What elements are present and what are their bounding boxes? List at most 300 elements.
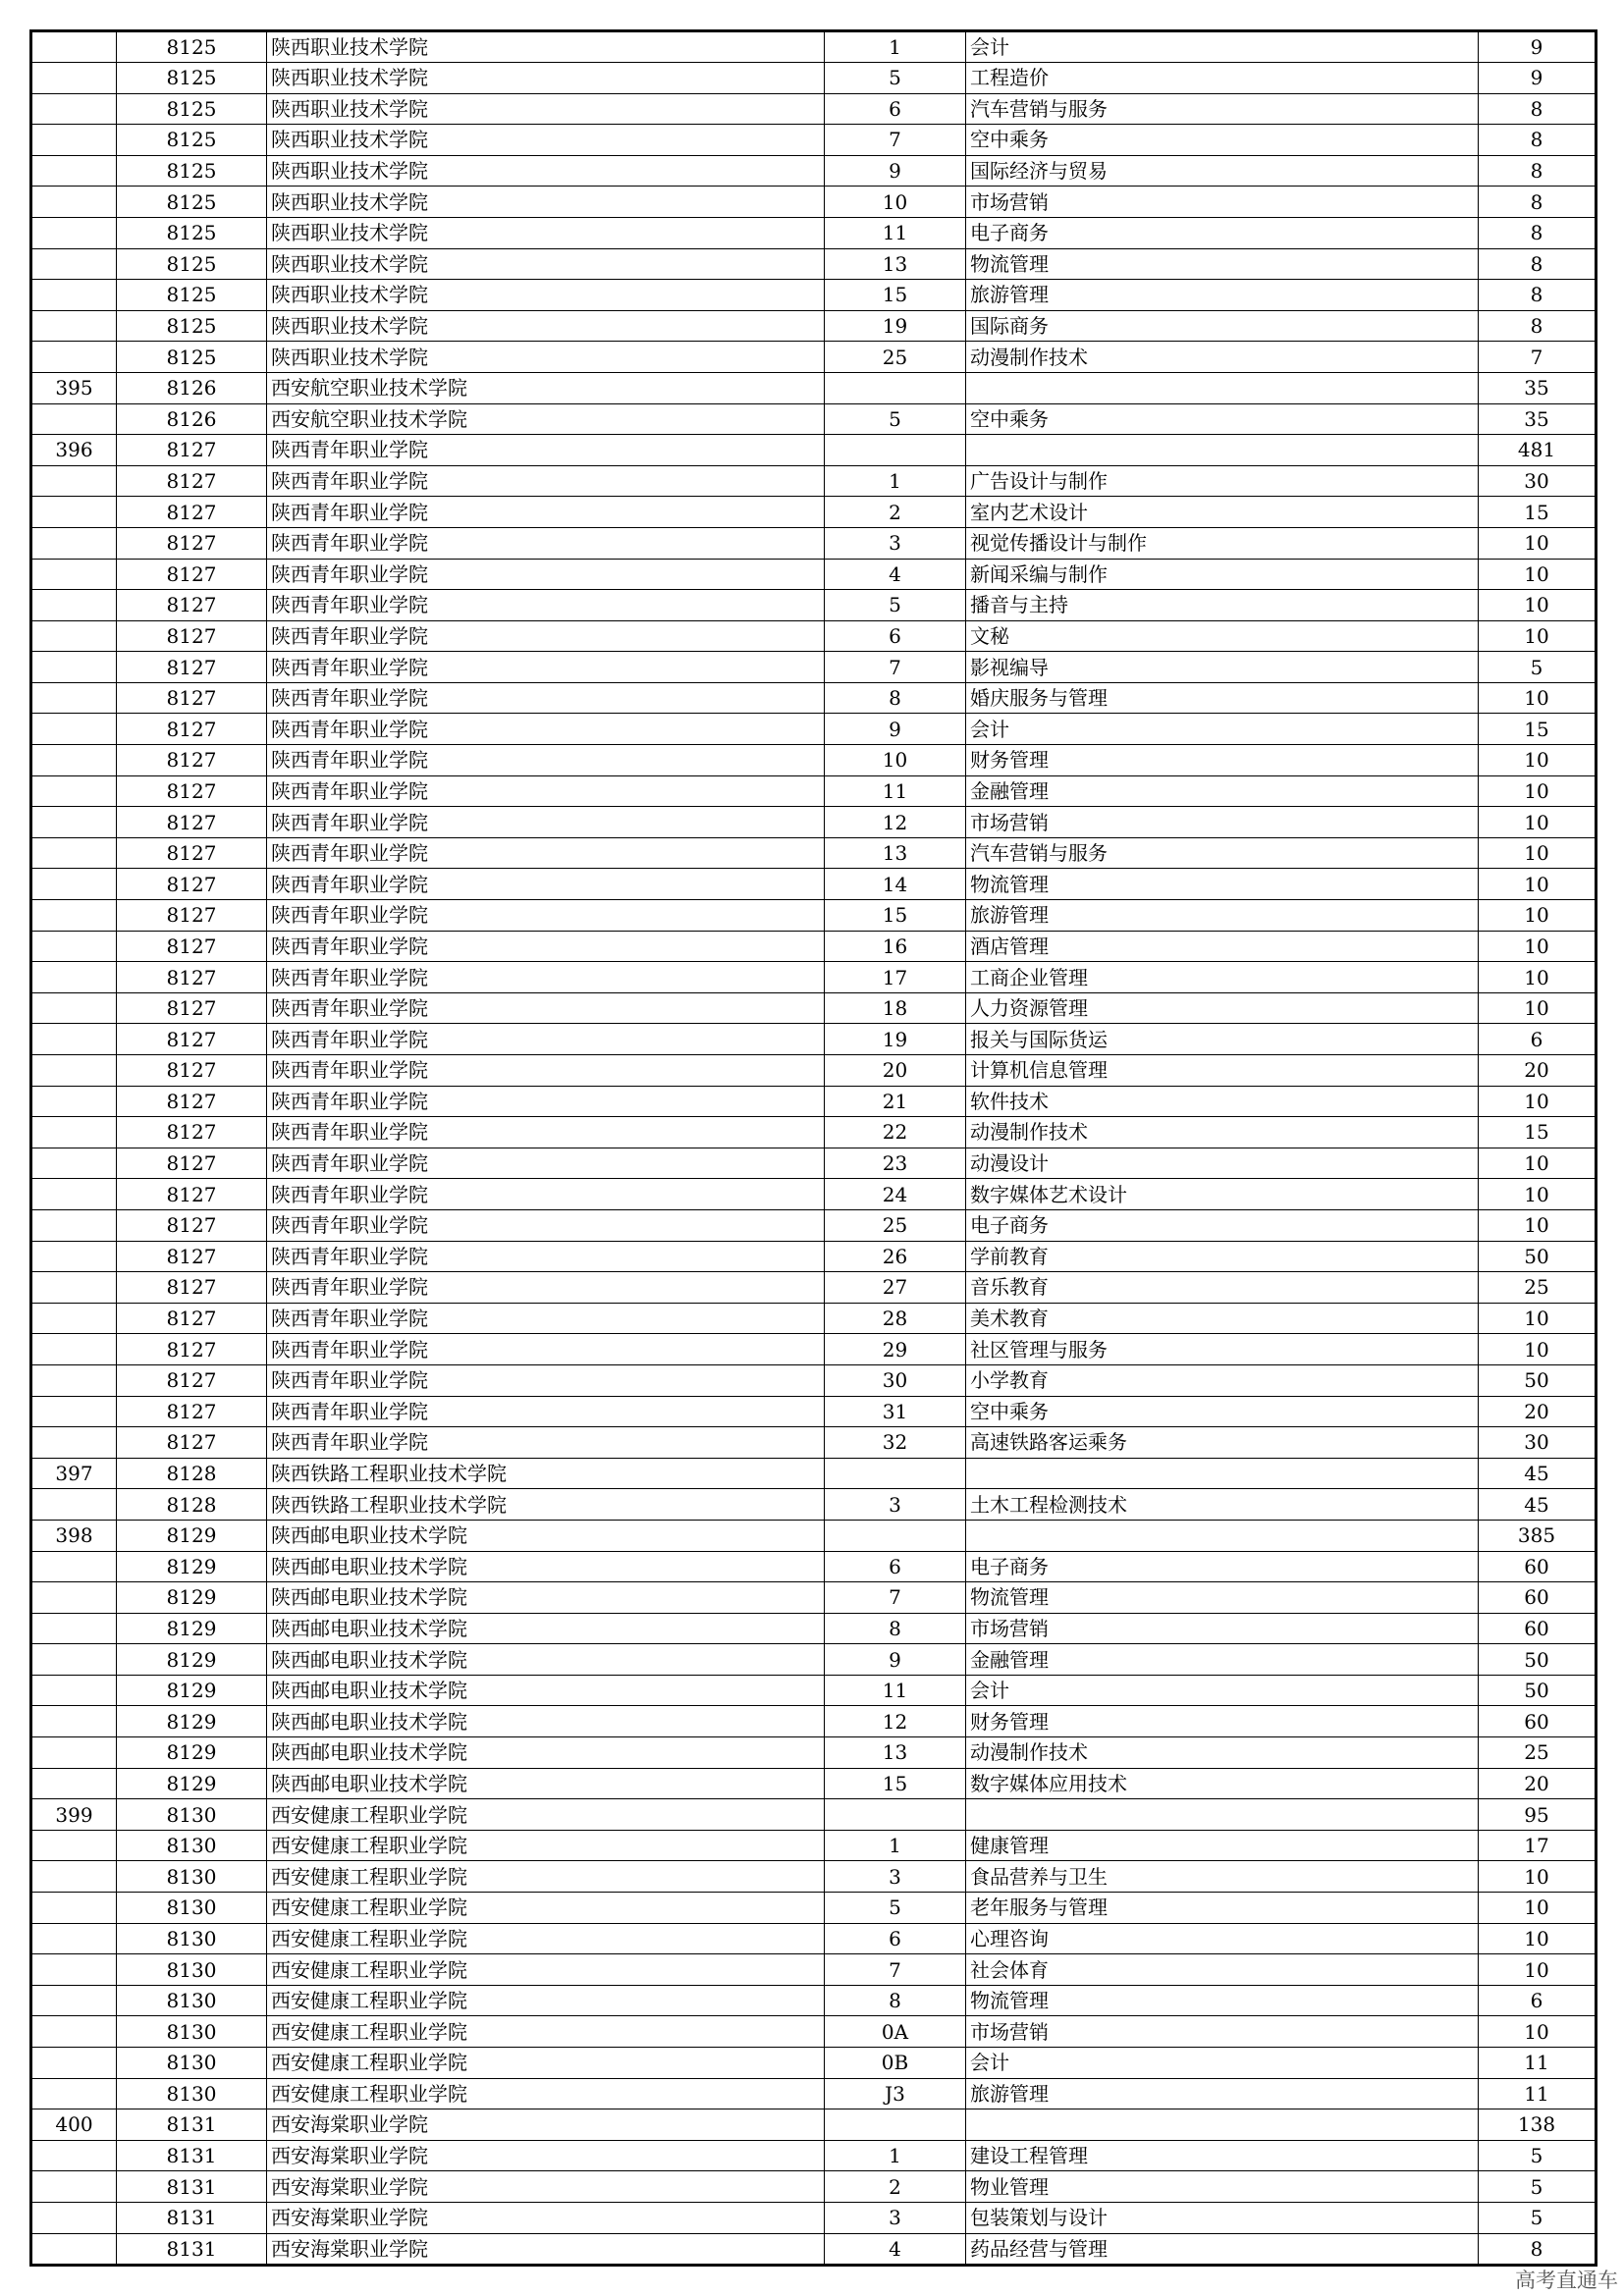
major-code-cell: 7 bbox=[825, 652, 966, 683]
sequence-number-cell bbox=[31, 931, 117, 962]
sequence-number-cell bbox=[31, 992, 117, 1024]
sequence-number-cell bbox=[31, 590, 117, 621]
major-code-cell: 27 bbox=[825, 1272, 966, 1304]
major-name-cell: 药品经营与管理 bbox=[966, 2233, 1479, 2265]
major-code-cell: 29 bbox=[825, 1334, 966, 1365]
sequence-number-cell bbox=[31, 1923, 117, 1954]
table-row bbox=[31, 837, 1597, 869]
major-name-cell: 空中乘务 bbox=[966, 125, 1479, 156]
sequence-number-cell bbox=[31, 807, 117, 838]
plan-count-cell: 10 bbox=[1479, 527, 1597, 559]
major-code-cell: 5 bbox=[825, 590, 966, 621]
major-name-cell: 金融管理 bbox=[966, 775, 1479, 807]
major-name-cell: 汽车营销与服务 bbox=[966, 837, 1479, 869]
table-row bbox=[31, 962, 1597, 993]
major-name-cell: 空中乘务 bbox=[966, 1396, 1479, 1427]
table-row bbox=[31, 1241, 1597, 1272]
major-name-cell: 市场营销 bbox=[966, 187, 1479, 218]
school-code-cell: 8127 bbox=[117, 775, 267, 807]
major-name-cell: 动漫设计 bbox=[966, 1148, 1479, 1179]
school-code-cell: 8127 bbox=[117, 1303, 267, 1334]
sequence-number-cell bbox=[31, 1427, 117, 1459]
school-code-cell: 8127 bbox=[117, 1024, 267, 1055]
school-name-cell: 陕西青年职业学院 bbox=[267, 620, 825, 652]
plan-count-cell: 8 bbox=[1479, 217, 1597, 248]
major-code-cell: 15 bbox=[825, 280, 966, 311]
table-row bbox=[31, 1706, 1597, 1737]
school-name-cell: 陕西青年职业学院 bbox=[267, 1303, 825, 1334]
table-row bbox=[31, 187, 1597, 218]
sequence-number-cell bbox=[31, 869, 117, 900]
school-name-cell: 陕西邮电职业技术学院 bbox=[267, 1675, 825, 1706]
school-code-cell: 8131 bbox=[117, 2109, 267, 2141]
major-name-cell: 视觉传播设计与制作 bbox=[966, 527, 1479, 559]
major-code-cell: 24 bbox=[825, 1179, 966, 1210]
table-row bbox=[31, 342, 1597, 373]
school-code-cell: 8127 bbox=[117, 652, 267, 683]
school-code-cell: 8127 bbox=[117, 527, 267, 559]
plan-count-cell: 15 bbox=[1479, 714, 1597, 745]
enrollment-plan-table bbox=[29, 29, 1597, 2267]
school-name-cell: 陕西青年职业学院 bbox=[267, 900, 825, 932]
school-name-cell: 陕西青年职业学院 bbox=[267, 1179, 825, 1210]
table-row bbox=[31, 1985, 1597, 2016]
major-code-cell: 28 bbox=[825, 1303, 966, 1334]
school-name-cell: 陕西青年职业学院 bbox=[267, 527, 825, 559]
major-name-cell: 国际商务 bbox=[966, 310, 1479, 342]
table-row bbox=[31, 31, 1597, 63]
school-name-cell: 陕西邮电职业技术学院 bbox=[267, 1613, 825, 1644]
major-code-cell: 19 bbox=[825, 310, 966, 342]
plan-count-cell: 45 bbox=[1479, 1458, 1597, 1489]
school-code-cell: 8127 bbox=[117, 1396, 267, 1427]
school-name-cell: 西安海棠职业学院 bbox=[267, 2233, 825, 2265]
table-row bbox=[31, 1055, 1597, 1087]
major-name-cell: 会计 bbox=[966, 2048, 1479, 2079]
table-row bbox=[31, 1272, 1597, 1304]
sequence-number-cell: 396 bbox=[31, 435, 117, 466]
school-name-cell: 陕西职业技术学院 bbox=[267, 63, 825, 94]
major-code-cell: 22 bbox=[825, 1117, 966, 1148]
major-code-cell: 31 bbox=[825, 1396, 966, 1427]
major-name-cell: 旅游管理 bbox=[966, 2078, 1479, 2109]
plan-count-cell: 5 bbox=[1479, 2202, 1597, 2233]
school-name-cell: 陕西青年职业学院 bbox=[267, 682, 825, 714]
school-code-cell: 8128 bbox=[117, 1489, 267, 1521]
school-code-cell: 8129 bbox=[117, 1582, 267, 1614]
school-code-cell: 8126 bbox=[117, 403, 267, 435]
school-code-cell: 8130 bbox=[117, 2016, 267, 2048]
major-name-cell: 动漫制作技术 bbox=[966, 342, 1479, 373]
school-name-cell: 陕西职业技术学院 bbox=[267, 217, 825, 248]
major-name-cell: 工程造价 bbox=[966, 63, 1479, 94]
sequence-number-cell bbox=[31, 93, 117, 125]
table-row bbox=[31, 652, 1597, 683]
table-row bbox=[31, 2109, 1597, 2141]
sequence-number-cell bbox=[31, 559, 117, 590]
plan-count-cell: 10 bbox=[1479, 590, 1597, 621]
major-name-cell: 会计 bbox=[966, 31, 1479, 63]
school-name-cell: 陕西青年职业学院 bbox=[267, 652, 825, 683]
major-code-cell: 8 bbox=[825, 1613, 966, 1644]
school-name-cell: 西安海棠职业学院 bbox=[267, 2140, 825, 2171]
plan-count-cell: 10 bbox=[1479, 837, 1597, 869]
major-name-cell: 软件技术 bbox=[966, 1086, 1479, 1117]
school-code-cell: 8127 bbox=[117, 1209, 267, 1241]
table-row bbox=[31, 465, 1597, 497]
plan-count-cell: 5 bbox=[1479, 652, 1597, 683]
school-code-cell: 8127 bbox=[117, 435, 267, 466]
major-name-cell: 物流管理 bbox=[966, 869, 1479, 900]
table-row bbox=[31, 1148, 1597, 1179]
school-name-cell: 陕西青年职业学院 bbox=[267, 992, 825, 1024]
major-code-cell: 11 bbox=[825, 775, 966, 807]
school-name-cell: 陕西职业技术学院 bbox=[267, 31, 825, 63]
major-code-cell: 9 bbox=[825, 155, 966, 187]
school-name-cell: 陕西青年职业学院 bbox=[267, 1364, 825, 1396]
plan-count-cell: 8 bbox=[1479, 2233, 1597, 2265]
major-code-cell: 15 bbox=[825, 900, 966, 932]
major-name-cell: 电子商务 bbox=[966, 217, 1479, 248]
major-name-cell: 音乐教育 bbox=[966, 1272, 1479, 1304]
major-name-cell: 数字媒体艺术设计 bbox=[966, 1179, 1479, 1210]
plan-count-cell: 8 bbox=[1479, 125, 1597, 156]
plan-count-cell: 10 bbox=[1479, 992, 1597, 1024]
sequence-number-cell bbox=[31, 1024, 117, 1055]
school-name-cell: 陕西邮电职业技术学院 bbox=[267, 1706, 825, 1737]
school-name-cell: 陕西青年职业学院 bbox=[267, 807, 825, 838]
school-code-cell: 8129 bbox=[117, 1737, 267, 1769]
major-code-cell: 6 bbox=[825, 93, 966, 125]
table-row bbox=[31, 1644, 1597, 1676]
sequence-number-cell bbox=[31, 1954, 117, 1986]
school-code-cell: 8125 bbox=[117, 342, 267, 373]
sequence-number-cell bbox=[31, 217, 117, 248]
sequence-number-cell bbox=[31, 1737, 117, 1769]
plan-count-cell: 10 bbox=[1479, 1893, 1597, 1924]
major-code-cell: 2 bbox=[825, 497, 966, 528]
plan-count-cell: 11 bbox=[1479, 2078, 1597, 2109]
major-code-cell: 21 bbox=[825, 1086, 966, 1117]
major-name-cell: 食品营养与卫生 bbox=[966, 1861, 1479, 1893]
table-row bbox=[31, 2171, 1597, 2203]
major-name-cell: 社会体育 bbox=[966, 1954, 1479, 1986]
school-code-cell: 8130 bbox=[117, 2048, 267, 2079]
plan-count-cell: 10 bbox=[1479, 869, 1597, 900]
school-code-cell: 8127 bbox=[117, 1241, 267, 1272]
school-code-cell: 8125 bbox=[117, 125, 267, 156]
school-name-cell: 西安健康工程职业学院 bbox=[267, 1830, 825, 1861]
plan-count-cell: 6 bbox=[1479, 1024, 1597, 1055]
school-name-cell: 陕西青年职业学院 bbox=[267, 1086, 825, 1117]
school-code-cell: 8127 bbox=[117, 900, 267, 932]
table-row bbox=[31, 714, 1597, 745]
major-name-cell: 影视编导 bbox=[966, 652, 1479, 683]
plan-count-cell: 10 bbox=[1479, 620, 1597, 652]
major-code-cell: 6 bbox=[825, 1551, 966, 1582]
sequence-number-cell bbox=[31, 248, 117, 280]
major-code-cell: 8 bbox=[825, 1985, 966, 2016]
major-name-cell: 财务管理 bbox=[966, 1706, 1479, 1737]
sequence-number-cell bbox=[31, 1985, 117, 2016]
table-row bbox=[31, 1489, 1597, 1521]
major-code-cell: 6 bbox=[825, 1923, 966, 1954]
table-row bbox=[31, 2233, 1597, 2265]
major-name-cell: 酒店管理 bbox=[966, 931, 1479, 962]
school-code-cell: 8130 bbox=[117, 2078, 267, 2109]
school-name-cell: 西安健康工程职业学院 bbox=[267, 1923, 825, 1954]
major-code-cell: J3 bbox=[825, 2078, 966, 2109]
school-name-cell: 陕西青年职业学院 bbox=[267, 465, 825, 497]
table-row bbox=[31, 155, 1597, 187]
table-row bbox=[31, 1086, 1597, 1117]
plan-count-cell: 7 bbox=[1479, 342, 1597, 373]
school-code-cell: 8127 bbox=[117, 869, 267, 900]
school-name-cell: 陕西青年职业学院 bbox=[267, 775, 825, 807]
sequence-number-cell bbox=[31, 1148, 117, 1179]
school-code-cell: 8130 bbox=[117, 1923, 267, 1954]
table-row bbox=[31, 1427, 1597, 1459]
major-code-cell: 11 bbox=[825, 1675, 966, 1706]
table-row bbox=[31, 1551, 1597, 1582]
major-name-cell: 婚庆服务与管理 bbox=[966, 682, 1479, 714]
table-row bbox=[31, 1675, 1597, 1706]
school-name-cell: 陕西职业技术学院 bbox=[267, 310, 825, 342]
plan-count-cell: 8 bbox=[1479, 93, 1597, 125]
school-name-cell: 陕西青年职业学院 bbox=[267, 745, 825, 776]
plan-count-cell: 5 bbox=[1479, 2171, 1597, 2203]
school-name-cell: 陕西职业技术学院 bbox=[267, 342, 825, 373]
table-row bbox=[31, 807, 1597, 838]
major-code-cell: 2 bbox=[825, 2171, 966, 2203]
major-code-cell: 6 bbox=[825, 620, 966, 652]
school-code-cell: 8127 bbox=[117, 620, 267, 652]
school-name-cell: 陕西青年职业学院 bbox=[267, 1055, 825, 1087]
major-code-cell bbox=[825, 372, 966, 403]
school-name-cell: 陕西邮电职业技术学院 bbox=[267, 1737, 825, 1769]
school-name-cell: 西安海棠职业学院 bbox=[267, 2109, 825, 2141]
plan-count-cell: 11 bbox=[1479, 2048, 1597, 2079]
school-name-cell: 陕西职业技术学院 bbox=[267, 187, 825, 218]
major-code-cell: 17 bbox=[825, 962, 966, 993]
school-code-cell: 8129 bbox=[117, 1551, 267, 1582]
major-code-cell: 11 bbox=[825, 217, 966, 248]
major-code-cell: 13 bbox=[825, 1737, 966, 1769]
school-name-cell: 西安健康工程职业学院 bbox=[267, 2048, 825, 2079]
school-code-cell: 8131 bbox=[117, 2171, 267, 2203]
school-name-cell: 陕西青年职业学院 bbox=[267, 962, 825, 993]
plan-count-cell: 10 bbox=[1479, 745, 1597, 776]
sequence-number-cell bbox=[31, 1582, 117, 1614]
sequence-number-cell bbox=[31, 155, 117, 187]
sequence-number-cell bbox=[31, 1272, 117, 1304]
school-name-cell: 陕西青年职业学院 bbox=[267, 931, 825, 962]
school-name-cell: 西安健康工程职业学院 bbox=[267, 1954, 825, 1986]
plan-count-cell: 5 bbox=[1479, 2140, 1597, 2171]
table-row bbox=[31, 1117, 1597, 1148]
major-code-cell: 10 bbox=[825, 187, 966, 218]
table-row bbox=[31, 1737, 1597, 1769]
major-code-cell: 26 bbox=[825, 1241, 966, 1272]
table-row bbox=[31, 931, 1597, 962]
plan-count-cell: 10 bbox=[1479, 962, 1597, 993]
school-code-cell: 8125 bbox=[117, 248, 267, 280]
watermark-text: 高考直通车 bbox=[1515, 2269, 1618, 2292]
table-row bbox=[31, 310, 1597, 342]
school-name-cell: 陕西铁路工程职业技术学院 bbox=[267, 1489, 825, 1521]
plan-count-cell: 10 bbox=[1479, 1334, 1597, 1365]
major-name-cell: 会计 bbox=[966, 1675, 1479, 1706]
major-name-cell bbox=[966, 435, 1479, 466]
sequence-number-cell bbox=[31, 1396, 117, 1427]
plan-count-cell: 10 bbox=[1479, 931, 1597, 962]
major-name-cell: 人力资源管理 bbox=[966, 992, 1479, 1024]
sequence-number-cell: 395 bbox=[31, 372, 117, 403]
plan-count-cell: 8 bbox=[1479, 155, 1597, 187]
table-row bbox=[31, 775, 1597, 807]
major-name-cell: 国际经济与贸易 bbox=[966, 155, 1479, 187]
major-code-cell: 1 bbox=[825, 1830, 966, 1861]
sequence-number-cell bbox=[31, 1551, 117, 1582]
sequence-number-cell bbox=[31, 1893, 117, 1924]
school-name-cell: 西安健康工程职业学院 bbox=[267, 1893, 825, 1924]
school-code-cell: 8129 bbox=[117, 1675, 267, 1706]
major-code-cell: 4 bbox=[825, 2233, 966, 2265]
major-name-cell: 室内艺术设计 bbox=[966, 497, 1479, 528]
table-row bbox=[31, 1520, 1597, 1551]
major-code-cell: 30 bbox=[825, 1364, 966, 1396]
major-name-cell bbox=[966, 372, 1479, 403]
school-name-cell: 陕西邮电职业技术学院 bbox=[267, 1644, 825, 1676]
major-name-cell: 电子商务 bbox=[966, 1209, 1479, 1241]
school-code-cell: 8130 bbox=[117, 1954, 267, 1986]
plan-count-cell: 8 bbox=[1479, 280, 1597, 311]
major-name-cell bbox=[966, 1520, 1479, 1551]
school-name-cell: 陕西邮电职业技术学院 bbox=[267, 1768, 825, 1799]
table-row bbox=[31, 900, 1597, 932]
major-code-cell bbox=[825, 435, 966, 466]
plan-count-cell: 10 bbox=[1479, 1861, 1597, 1893]
sequence-number-cell bbox=[31, 1334, 117, 1365]
sequence-number-cell bbox=[31, 682, 117, 714]
major-code-cell: 23 bbox=[825, 1148, 966, 1179]
plan-count-cell: 20 bbox=[1479, 1396, 1597, 1427]
table-row bbox=[31, 435, 1597, 466]
plan-count-cell: 35 bbox=[1479, 403, 1597, 435]
plan-count-cell: 25 bbox=[1479, 1737, 1597, 1769]
school-code-cell: 8130 bbox=[117, 1830, 267, 1861]
sequence-number-cell bbox=[31, 1241, 117, 1272]
school-name-cell: 西安海棠职业学院 bbox=[267, 2171, 825, 2203]
table-row bbox=[31, 2202, 1597, 2233]
major-code-cell: 25 bbox=[825, 342, 966, 373]
plan-count-cell: 9 bbox=[1479, 31, 1597, 63]
table-row bbox=[31, 248, 1597, 280]
plan-count-cell: 10 bbox=[1479, 807, 1597, 838]
major-name-cell: 物流管理 bbox=[966, 1985, 1479, 2016]
school-code-cell: 8125 bbox=[117, 310, 267, 342]
school-code-cell: 8127 bbox=[117, 465, 267, 497]
school-name-cell: 西安健康工程职业学院 bbox=[267, 1985, 825, 2016]
table-row bbox=[31, 1923, 1597, 1954]
sequence-number-cell bbox=[31, 1303, 117, 1334]
sequence-number-cell bbox=[31, 620, 117, 652]
major-name-cell: 市场营销 bbox=[966, 807, 1479, 838]
major-code-cell: 9 bbox=[825, 1644, 966, 1676]
table-row bbox=[31, 1613, 1597, 1644]
school-name-cell: 陕西青年职业学院 bbox=[267, 1396, 825, 1427]
school-name-cell: 陕西青年职业学院 bbox=[267, 590, 825, 621]
major-name-cell: 计算机信息管理 bbox=[966, 1055, 1479, 1087]
plan-count-cell: 60 bbox=[1479, 1706, 1597, 1737]
major-name-cell: 动漫制作技术 bbox=[966, 1117, 1479, 1148]
school-code-cell: 8129 bbox=[117, 1706, 267, 1737]
major-name-cell: 空中乘务 bbox=[966, 403, 1479, 435]
major-name-cell bbox=[966, 2109, 1479, 2141]
sequence-number-cell bbox=[31, 1613, 117, 1644]
sequence-number-cell bbox=[31, 310, 117, 342]
major-code-cell: 32 bbox=[825, 1427, 966, 1459]
major-code-cell bbox=[825, 2109, 966, 2141]
school-code-cell: 8127 bbox=[117, 1272, 267, 1304]
plan-count-cell: 10 bbox=[1479, 2016, 1597, 2048]
school-code-cell: 8127 bbox=[117, 714, 267, 745]
major-name-cell: 包装策划与设计 bbox=[966, 2202, 1479, 2233]
school-name-cell: 陕西邮电职业技术学院 bbox=[267, 1582, 825, 1614]
sequence-number-cell bbox=[31, 1055, 117, 1087]
table-row bbox=[31, 559, 1597, 590]
school-code-cell: 8131 bbox=[117, 2202, 267, 2233]
school-name-cell: 陕西青年职业学院 bbox=[267, 714, 825, 745]
sequence-number-cell bbox=[31, 2078, 117, 2109]
plan-count-cell: 8 bbox=[1479, 187, 1597, 218]
major-name-cell: 文秘 bbox=[966, 620, 1479, 652]
school-code-cell: 8125 bbox=[117, 93, 267, 125]
major-code-cell: 14 bbox=[825, 869, 966, 900]
major-code-cell: 4 bbox=[825, 559, 966, 590]
major-name-cell: 财务管理 bbox=[966, 745, 1479, 776]
table-row bbox=[31, 1396, 1597, 1427]
table-row bbox=[31, 93, 1597, 125]
school-code-cell: 8129 bbox=[117, 1520, 267, 1551]
school-code-cell: 8130 bbox=[117, 1893, 267, 1924]
major-name-cell: 物流管理 bbox=[966, 248, 1479, 280]
plan-count-cell: 10 bbox=[1479, 559, 1597, 590]
major-name-cell: 心理咨询 bbox=[966, 1923, 1479, 1954]
school-name-cell: 陕西职业技术学院 bbox=[267, 248, 825, 280]
sequence-number-cell bbox=[31, 1706, 117, 1737]
school-code-cell: 8130 bbox=[117, 1861, 267, 1893]
sequence-number-cell bbox=[31, 1768, 117, 1799]
plan-count-cell: 385 bbox=[1479, 1520, 1597, 1551]
major-code-cell: 19 bbox=[825, 1024, 966, 1055]
sequence-number-cell bbox=[31, 1489, 117, 1521]
school-code-cell: 8125 bbox=[117, 31, 267, 63]
sequence-number-cell: 398 bbox=[31, 1520, 117, 1551]
plan-count-cell: 10 bbox=[1479, 682, 1597, 714]
school-code-cell: 8127 bbox=[117, 807, 267, 838]
sequence-number-cell bbox=[31, 497, 117, 528]
table-row bbox=[31, 1334, 1597, 1365]
school-code-cell: 8127 bbox=[117, 745, 267, 776]
sequence-number-cell bbox=[31, 837, 117, 869]
plan-count-cell: 10 bbox=[1479, 775, 1597, 807]
major-code-cell: 1 bbox=[825, 2140, 966, 2171]
school-name-cell: 陕西邮电职业技术学院 bbox=[267, 1551, 825, 1582]
major-code-cell: 7 bbox=[825, 1582, 966, 1614]
sequence-number-cell bbox=[31, 1117, 117, 1148]
sequence-number-cell bbox=[31, 2048, 117, 2079]
